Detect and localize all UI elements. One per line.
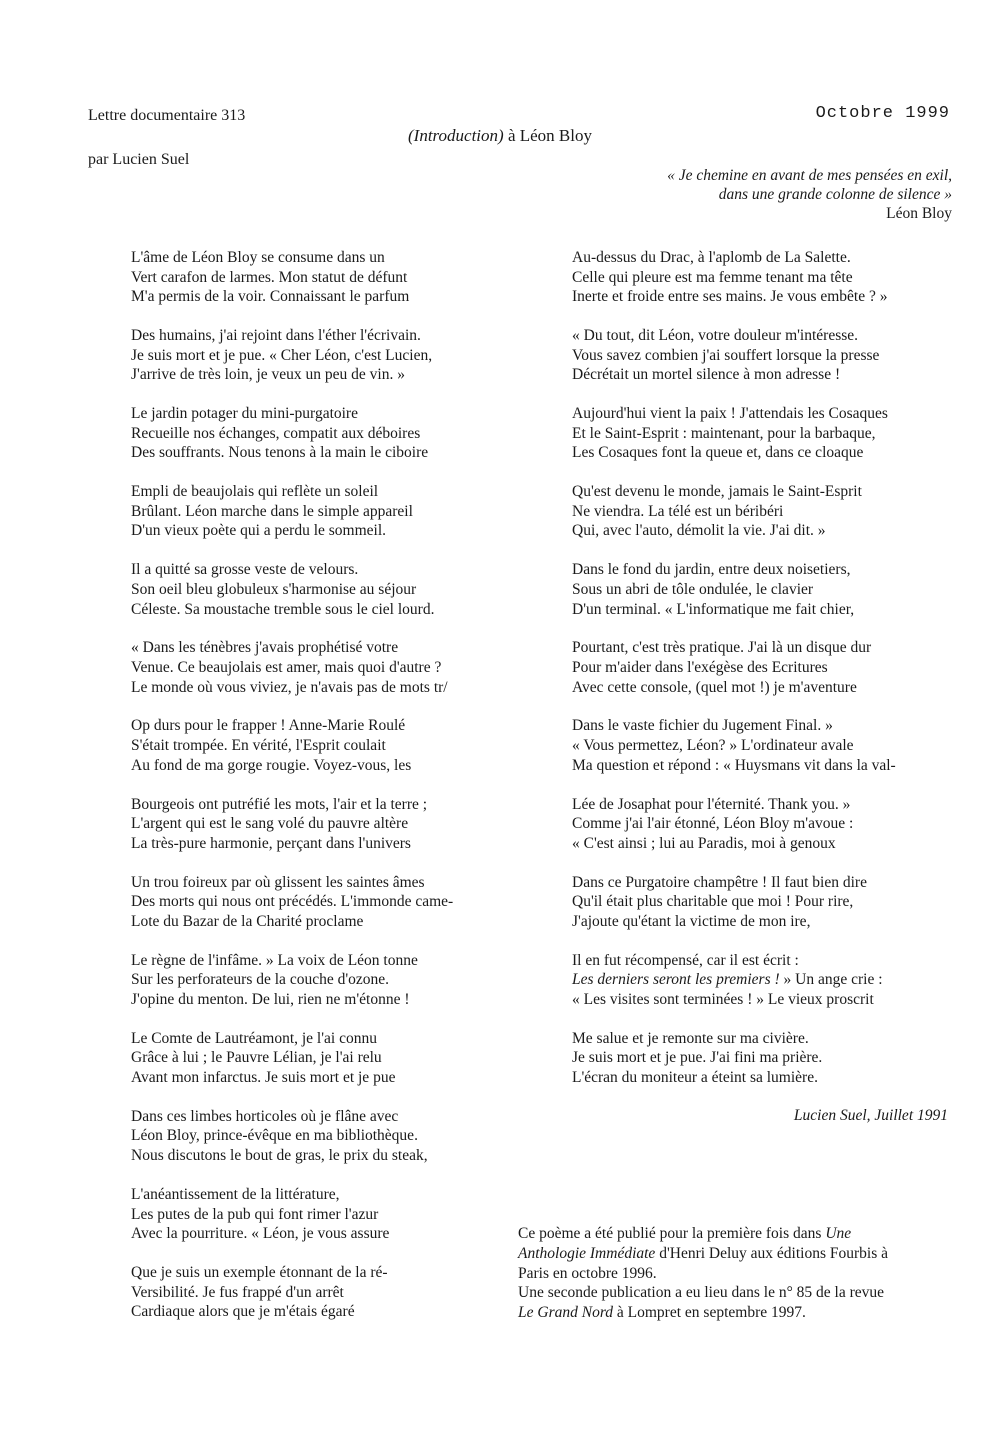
poem-line: Le Comte de Lautréamont, je l'ai connu	[131, 1029, 377, 1047]
poem-line: Avec la pourriture. « Léon, je vous assure	[131, 1225, 390, 1243]
note-line: Une seconde publication a eu lieu dans le n° 85 de la revue	[518, 1284, 885, 1302]
poem-line: Empli de beaujolais qui reflète un soleil	[131, 483, 379, 501]
poem-line: D'un vieux poète qui a perdu le sommeil.	[131, 522, 387, 540]
poem-line: Les putes de la pub qui font rimer l'azur	[131, 1205, 379, 1223]
stanza	[131, 638, 453, 697]
poem-line: Il en fut récompensé, car il est écrit :	[572, 951, 799, 969]
publication-note	[518, 1224, 888, 1323]
poem-line: Je suis mort et je pue. J'ai fini ma prière.	[572, 1049, 823, 1067]
title-rest: à Léon Bloy	[503, 126, 592, 145]
poem-line: Les derniers seront les premiers ! » Un ange crie :	[572, 971, 883, 989]
stanza	[572, 1029, 896, 1088]
poem-line: Dans le fond du jardin, entre deux noisetiers,	[572, 561, 851, 579]
stanza	[131, 1107, 453, 1166]
review-title: Le Grand Nord	[518, 1304, 614, 1322]
poem-line: Ma question et répond : « Huysmans vit dans la val-	[572, 756, 896, 774]
poem-line: Avec cette console, (quel mot !) je m'aventure	[572, 678, 857, 696]
stanza	[131, 1029, 453, 1088]
stanza	[131, 795, 453, 854]
poem-line: L'argent qui est le sang volé du pauvre altère	[131, 815, 409, 833]
poem-line: L'âme de Léon Bloy se consume dans un	[131, 249, 385, 266]
poem-line: Des humains, j'ai rejoint dans l'éther l'écrivain.	[131, 327, 421, 345]
poem-line: Vert carafon de larmes. Mon statut de défunt	[131, 268, 408, 286]
stanza	[572, 326, 896, 385]
poem-line: Lée de Josaphat pour l'éternité. Thank you. »	[572, 795, 851, 813]
poem-line: Venue. Ce beaujolais est amer, mais quoi d'autre ?	[131, 658, 442, 676]
poem-line: Dans le vaste fichier du Jugement Final. »	[572, 717, 833, 735]
stanza	[572, 248, 896, 307]
poem-line: Des souffrants. Nous tenons à la main le ciboire	[131, 444, 429, 462]
stanza	[572, 482, 896, 541]
poem-line: Bourgeois ont putréfié les mots, l'air et la terre ;	[131, 795, 428, 813]
poem-line: Grâce à lui ; le Pauvre Lélian, je l'ai relu	[131, 1049, 382, 1067]
stanza	[131, 560, 453, 619]
stanza	[572, 716, 896, 775]
stanza	[131, 248, 453, 307]
poem-line: « C'est ainsi ; lui au Paradis, moi à genoux	[572, 834, 836, 852]
page-title	[0, 126, 1000, 146]
poem-line: Inerte et froide entre ses mains. Je vous embête ? »	[572, 288, 888, 306]
stanza	[572, 873, 896, 932]
poem-line: Décrétait un mortel silence à mon adresse !	[572, 366, 841, 384]
poem-left-column	[131, 248, 453, 1341]
epigraph-author: Léon Bloy	[886, 205, 952, 222]
poem-line: « Dans les ténèbres j'avais prophétisé votre	[131, 639, 399, 657]
poem-line: Comme j'ai l'air étonné, Léon Bloy m'avoue :	[572, 815, 854, 833]
note-line: Paris en octobre 1996.	[518, 1264, 657, 1282]
epigraph	[667, 166, 952, 223]
stanza	[131, 1263, 453, 1322]
poem-line: Céleste. Sa moustache tremble sous le ciel lourd.	[131, 600, 435, 618]
stanza	[131, 716, 453, 775]
poem-line: M'a permis de la voir. Connaissant le parfum	[131, 288, 410, 306]
poem-line: Qu'il était plus charitable que moi ! Pour rire,	[572, 893, 854, 911]
poem-line: Son oeil bleu globuleux s'harmonise au séjour	[131, 580, 417, 598]
poem-line: La très-pure harmonie, perçant dans l'univers	[131, 834, 411, 852]
poem-line: Je suis mort et je pue. « Cher Léon, c'est Lucien,	[131, 346, 433, 364]
epigraph-line-2: dans une grande colonne de silence »	[718, 186, 952, 203]
poem-line: Le monde où vous viviez, je n'avais pas de mots tr/	[131, 678, 448, 696]
poem-line: Nous discutons le bout de gras, le prix du steak,	[131, 1147, 428, 1165]
poem-line: Me salue et je remonte sur ma civière.	[572, 1029, 809, 1047]
poem-line: Op durs pour le frapper ! Anne-Marie Roulé	[131, 717, 406, 735]
epigraph-line-1: « Je chemine en avant de mes pensées en exil,	[667, 167, 952, 184]
author-line: par Lucien Suel	[88, 151, 190, 168]
poem-line: J'arrive de très loin, je veux un peu de vin. »	[131, 366, 405, 384]
poem-signature: Lucien Suel, Juillet 1991	[793, 1107, 948, 1124]
poem-line: Ne viendra. La télé est un béribéri	[572, 502, 784, 520]
poem-line: Un trou foireux par où glissent les saintes âmes	[131, 873, 425, 891]
anthology-title: Une	[825, 1225, 852, 1242]
poem-line: Et le Saint-Esprit : maintenant, pour la barbaque,	[572, 424, 876, 442]
note-line: Anthologie Immédiate d'Henri Deluy aux éditions Fourbis à	[518, 1244, 889, 1262]
date: Octobre 1999	[815, 104, 950, 123]
note-line: Le Grand Nord à Lompret en septembre 1997.	[518, 1304, 806, 1322]
letter-number: Lettre documentaire 313	[88, 107, 246, 124]
poem-line: Le jardin potager du mini-purgatoire	[131, 405, 358, 423]
poem-line: « Les visites sont terminées ! » Le vieux proscrit	[572, 990, 874, 1008]
poem-line: Léon Bloy, prince-évêque en ma bibliothèque.	[131, 1127, 418, 1145]
poem-line: Lote du Bazar de la Charité proclame	[131, 912, 364, 930]
poem-line: S'était trompée. En vérité, l'Esprit coulait	[131, 737, 386, 755]
stanza	[572, 404, 896, 463]
poem-line: Que je suis un exemple étonnant de la ré-	[131, 1264, 388, 1282]
poem-line: D'un terminal. « L'informatique me fait chier,	[572, 600, 855, 618]
stanza	[572, 638, 896, 697]
stanza	[131, 873, 453, 932]
poem-line: J'ajoute qu'étant la victime de mon ire,	[572, 912, 811, 930]
note-line: Ce poème a été publié pour la première fois dans Une	[518, 1225, 852, 1242]
stanza	[572, 560, 896, 619]
poem-line: Versibilité. Je fus frappé d'un arrêt	[131, 1283, 344, 1301]
poem-line: J'opine du menton. De lui, rien ne m'étonne !	[131, 990, 410, 1008]
poem-line: Au-dessus du Drac, à l'aplomb de La Salette.	[572, 249, 851, 266]
poem-line: Au fond de ma gorge rougie. Voyez-vous, les	[131, 756, 412, 774]
poem-line: Pour m'aider dans l'exégèse des Ecritures	[572, 658, 828, 676]
poem-line: Dans ce Purgatoire champêtre ! Il faut bien dire	[572, 873, 867, 891]
stanza	[572, 795, 896, 854]
poem-line: Qui, avec l'auto, démolit la vie. J'ai dit. »	[572, 522, 826, 540]
poem-line: Cardiaque alors que je m'étais égaré	[131, 1303, 355, 1321]
poem-line: Recueille nos échanges, compatit aux déboires	[131, 424, 421, 442]
title-italic: (Introduction)	[408, 126, 504, 145]
poem-line: L'écran du moniteur a éteint sa lumière.	[572, 1068, 818, 1086]
stanza	[131, 326, 453, 385]
poem-line: Dans ces limbes horticoles où je flâne avec	[131, 1107, 399, 1125]
poem-line: Les Cosaques font la queue et, dans ce cloaque	[572, 444, 864, 462]
poem-line: Sur les perforateurs de la couche d'ozone.	[131, 971, 390, 989]
poem-right-column	[572, 248, 896, 1107]
stanza	[131, 951, 453, 1010]
poem-line: Aujourd'hui vient la paix ! J'attendais les Cosaques	[572, 405, 888, 423]
stanza	[572, 951, 896, 1010]
poem-line: Avant mon infarctus. Je suis mort et je pue	[131, 1068, 396, 1086]
poem-line: Qu'est devenu le monde, jamais le Saint-Esprit	[572, 483, 862, 501]
poem-line: Celle qui pleure est ma femme tenant ma tête	[572, 268, 853, 286]
poem-line: L'anéantissement de la littérature,	[131, 1185, 340, 1203]
anthology-title: Anthologie Immédiate	[518, 1244, 656, 1262]
stanza	[131, 404, 453, 463]
poem-line: « Du tout, dit Léon, votre douleur m'intéresse.	[572, 327, 859, 345]
stanza	[131, 1185, 453, 1244]
poem-line: Sous un abri de tôle ondulée, le clavier	[572, 580, 814, 598]
poem-line: Pourtant, c'est très pratique. J'ai là un disque dur	[572, 639, 872, 657]
stanza	[131, 482, 453, 541]
poem-line: Brûlant. Léon marche dans le simple appareil	[131, 502, 413, 520]
quote-italic: Les derniers seront les premiers !	[572, 971, 780, 989]
poem-line: Des morts qui nous ont précédés. L'immonde came-	[131, 893, 454, 911]
poem-line: « Vous permettez, Léon? » L'ordinateur avale	[572, 737, 854, 755]
poem-line: Le règne de l'infâme. » La voix de Léon tonne	[131, 951, 418, 969]
poem-line: Vous savez combien j'ai souffert lorsque la presse	[572, 346, 880, 364]
poem-line: Il a quitté sa grosse veste de velours.	[131, 561, 359, 579]
